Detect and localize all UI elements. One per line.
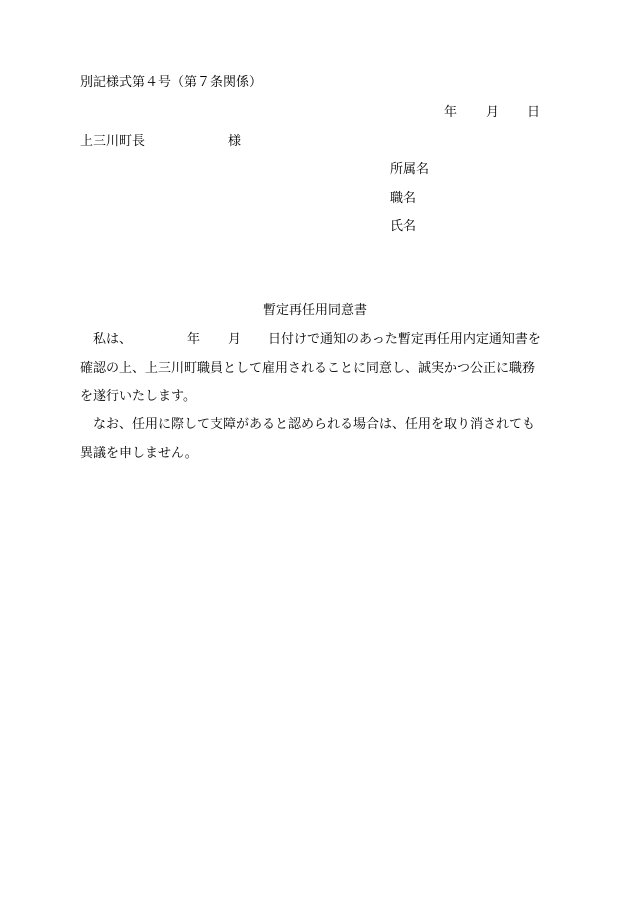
name-label: 氏名 <box>390 219 417 234</box>
date-month-label: 月 <box>486 105 500 120</box>
document-title: 暫定再任用同意書 <box>262 303 367 318</box>
paragraph-1-rest: 日付けで通知のあった暫定再任用内定通知書を <box>268 332 541 347</box>
position-label: 職名 <box>390 191 417 206</box>
paragraph-2-text: なお、任用に際して支障があると認められる場合は、任用を取り消されても <box>93 417 536 432</box>
date-year-label: 年 <box>444 105 458 120</box>
date-day-label: 日 <box>527 105 541 120</box>
paragraph-1-line-2: 確認の上、上三川町職員として雇用されることに同意し、誠実かつ公正に職務 <box>80 361 536 376</box>
paragraph-1-line-3: を遂行いたします。 <box>80 389 196 404</box>
affiliation-label: 所属名 <box>390 162 430 177</box>
form-number: 別記様式第４号（第７条関係） <box>80 75 263 90</box>
paragraph-2-line-2: 異議を申しません。 <box>80 446 198 461</box>
paragraph-1-year: 年 <box>187 332 201 347</box>
paragraph-1-month: 月 <box>228 332 242 347</box>
paragraph-1-lead: 私は、 <box>93 332 133 347</box>
addressee: 上三川町長 <box>80 134 146 149</box>
honorific: 様 <box>228 134 242 149</box>
